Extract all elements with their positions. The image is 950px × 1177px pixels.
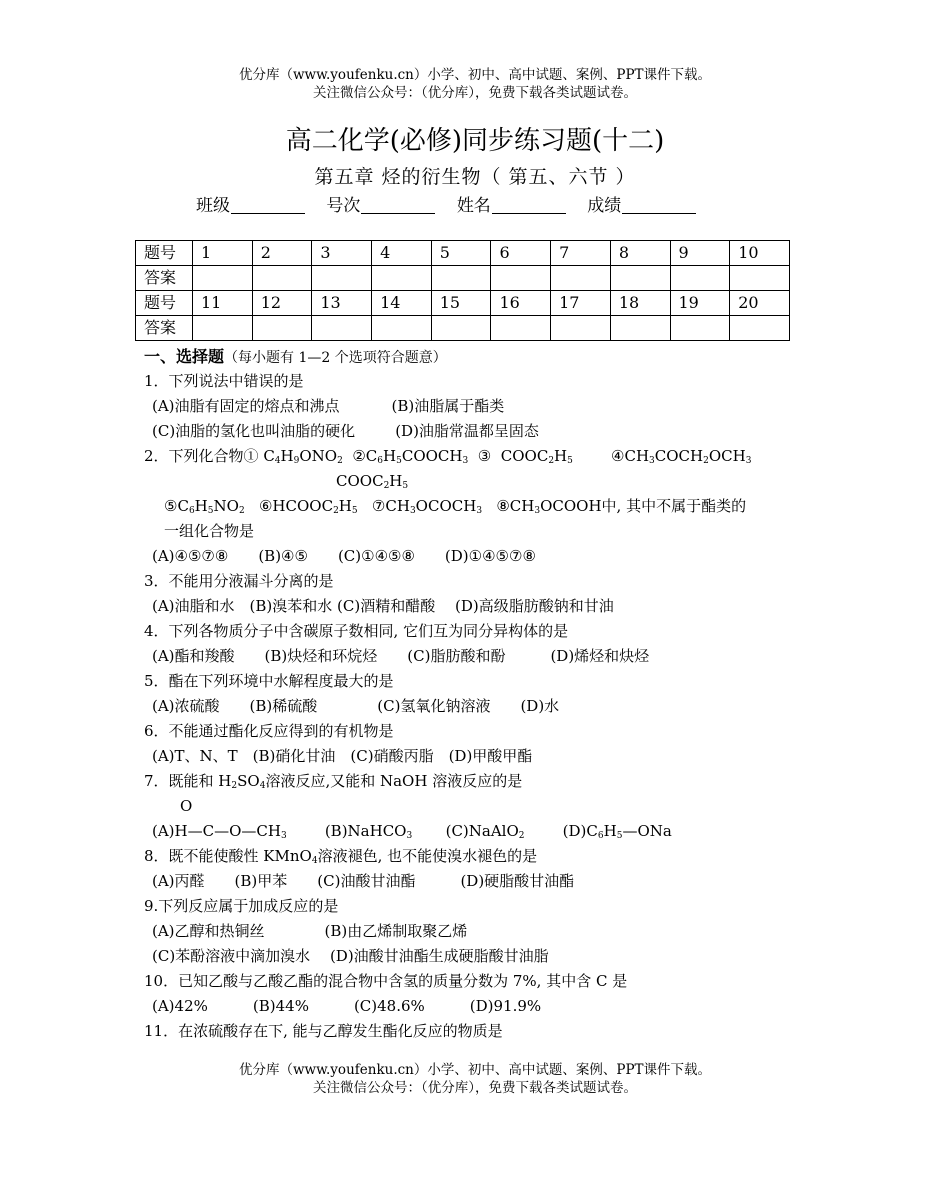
answer-cell[interactable]: [730, 316, 790, 341]
label-cell: 答案: [136, 316, 193, 341]
header-line-1: 优分库（www.youfenku.cn）小学、初中、高中试题、案例、PPT课件下载。: [238, 67, 712, 83]
answer-cell[interactable]: [252, 316, 312, 341]
question-number-row: [136, 241, 790, 266]
class-field[interactable]: 班级: [196, 196, 305, 216]
answer-cell[interactable]: [491, 316, 551, 341]
score-field[interactable]: 成绩: [587, 196, 696, 216]
number-cell: 4: [372, 241, 432, 266]
question-7-carbonyl-o: O: [180, 797, 193, 815]
number-field[interactable]: 号次: [326, 196, 435, 216]
footer-line-2: 关注微信公众号：（优分库），免费下载各类试题试卷。: [313, 1080, 637, 1096]
number-cell: 5: [431, 241, 491, 266]
number-cell: 19: [670, 291, 730, 316]
answer-cell[interactable]: [193, 316, 253, 341]
number-cell: 9: [670, 241, 730, 266]
answer-cell[interactable]: [551, 316, 611, 341]
number-cell: 10: [730, 241, 790, 266]
number-cell: 3: [312, 241, 372, 266]
number-cell: 13: [312, 291, 372, 316]
answer-cell[interactable]: [551, 266, 611, 291]
question-3: 3．不能用分液漏斗分离的是: [144, 572, 334, 590]
question-number-row: [136, 291, 790, 316]
answer-table: [135, 240, 790, 341]
question-1-options-cd: (C)油脂的氢化也叫油脂的硬化 (D)油脂常温都呈固态: [152, 422, 539, 440]
answer-cell[interactable]: [372, 316, 432, 341]
answer-cell[interactable]: [431, 266, 491, 291]
page-footer: [0, 1061, 950, 1097]
question-1-options-ab: (A)油脂有固定的熔点和沸点 (B)油脂属于酯类: [152, 397, 505, 415]
question-list: [144, 344, 784, 1044]
question-8: 8．既不能使酸性 KMnO$_4$溶液褪色, 也不能使溴水褪色的是: [144, 847, 538, 866]
page-title: 高二化学(必修)同步练习题(十二): [285, 126, 665, 156]
question-5-options: (A)浓硫酸 (B)稀硫酸 (C)氢氧化钠溶液 (D)水: [152, 697, 560, 715]
answer-cell[interactable]: [431, 316, 491, 341]
number-cell: 11: [193, 291, 253, 316]
question-9-options-ab: (A)乙醇和热铜丝 (B)由乙烯制取聚乙烯: [152, 922, 468, 940]
question-2-options: (A)④⑤⑦⑧ (B)④⑤ (C)①④⑤⑧ (D)①④⑤⑦⑧: [152, 547, 536, 565]
question-8-options: (A)丙醛 (B)甲苯 (C)油酸甘油酯 (D)硬脂酸甘油酯: [152, 872, 575, 890]
answer-row: [136, 266, 790, 291]
answer-cell[interactable]: [252, 266, 312, 291]
number-cell: 2: [252, 241, 312, 266]
answer-cell[interactable]: [670, 266, 730, 291]
answer-cell[interactable]: [610, 266, 670, 291]
question-2-stem-end: 一组化合物是: [164, 522, 255, 540]
answer-cell[interactable]: [610, 316, 670, 341]
question-9-options-cd: (C)苯酚溶液中滴加溴水 (D)油酸甘油酯生成硬脂酸甘油脂: [152, 947, 549, 965]
name-field[interactable]: 姓名: [457, 196, 566, 216]
number-cell: 15: [431, 291, 491, 316]
number-cell: 16: [491, 291, 551, 316]
question-2-formula-continued: $COOC_2H_5$: [336, 472, 409, 491]
number-cell: 20: [730, 291, 790, 316]
section-heading: 一、选择题（每小题有 1—2 个选项符合题意）: [144, 347, 447, 366]
answer-cell[interactable]: [193, 266, 253, 291]
page-subtitle: 第五章 烃的衍生物（ 第五、六节 ）: [314, 166, 636, 188]
answer-cell[interactable]: [670, 316, 730, 341]
question-3-options: (A)油脂和水 (B)溴苯和水 (C)酒精和醋酸 (D)高级脂肪酸钠和甘油: [152, 597, 614, 615]
number-cell: 1: [193, 241, 253, 266]
question-4: 4．下列各物质分子中含碳原子数相同, 它们互为同分异构体的是: [144, 622, 569, 640]
page-header: [0, 66, 950, 102]
question-5: 5．酯在下列环境中水解程度最大的是: [144, 672, 394, 690]
question-6-options: (A)T、N、T (B)硝化甘油 (C)硝酸丙脂 (D)甲酸甲酯: [152, 747, 533, 765]
number-cell: 14: [372, 291, 432, 316]
question-7-options: $(A)H—C—O—CH_3$ (B)NaHCO$_3$ (C)NaAlO$_2$ $(D)C_6H_5—ONa$: [152, 822, 672, 841]
question-9: 9.下列反应属于加成反应的是: [144, 897, 339, 915]
question-7: 7．既能和 $H_2SO_4$溶液反应,又能和 NaOH 溶液反应的是: [144, 772, 523, 791]
number-cell: 6: [491, 241, 551, 266]
number-cell: 7: [551, 241, 611, 266]
answer-cell[interactable]: [312, 266, 372, 291]
answer-row: [136, 316, 790, 341]
question-6: 6．不能通过酯化反应得到的有机物是: [144, 722, 394, 740]
answer-cell[interactable]: [372, 266, 432, 291]
footer-line-1: 优分库（www.youfenku.cn）小学、初中、高中试题、案例、PPT课件下载。: [238, 1062, 712, 1078]
answer-cell[interactable]: [312, 316, 372, 341]
number-cell: 8: [610, 241, 670, 266]
number-cell: 17: [551, 291, 611, 316]
header-line-2: 关注微信公众号：（优分库），免费下载各类试题试卷。: [313, 85, 637, 101]
question-10: 10．已知乙酸与乙酸乙酯的混合物中含氢的质量分数为 7%, 其中含 C 是: [144, 972, 628, 990]
label-cell: 答案: [136, 266, 193, 291]
number-cell: 18: [610, 291, 670, 316]
question-2: 2．下列化合物① $C_4H_9ONO_2$ $②C_6H_5COOCH_3$ ③ $COOC_2H_5$ $④CH_3COCH_2OCH_3$: [144, 447, 752, 466]
label-cell: 题号: [136, 291, 193, 316]
question-11: 11．在浓硫酸存在下, 能与乙醇发生酯化反应的物质是: [144, 1022, 503, 1040]
answer-cell[interactable]: [491, 266, 551, 291]
question-10-options: (A)42% (B)44% (C)48.6% (D)91.9%: [152, 997, 542, 1015]
answer-cell[interactable]: [730, 266, 790, 291]
question-2-compounds: $⑤C_6H_5NO_2$ $⑥HCOOC_2H_5$ $⑦CH_3OCOCH_3$ $⑧CH_3OCOOH$中, 其中不属于酯类的: [164, 497, 747, 516]
question-1: 1．下列说法中错误的是: [144, 372, 304, 390]
label-cell: 题号: [136, 241, 193, 266]
question-4-options: (A)酯和羧酸 (B)炔烃和环烷烃 (C)脂肪酸和酚 (D)烯烃和炔烃: [152, 647, 650, 665]
number-cell: 12: [252, 291, 312, 316]
student-info-fields: [196, 191, 712, 216]
